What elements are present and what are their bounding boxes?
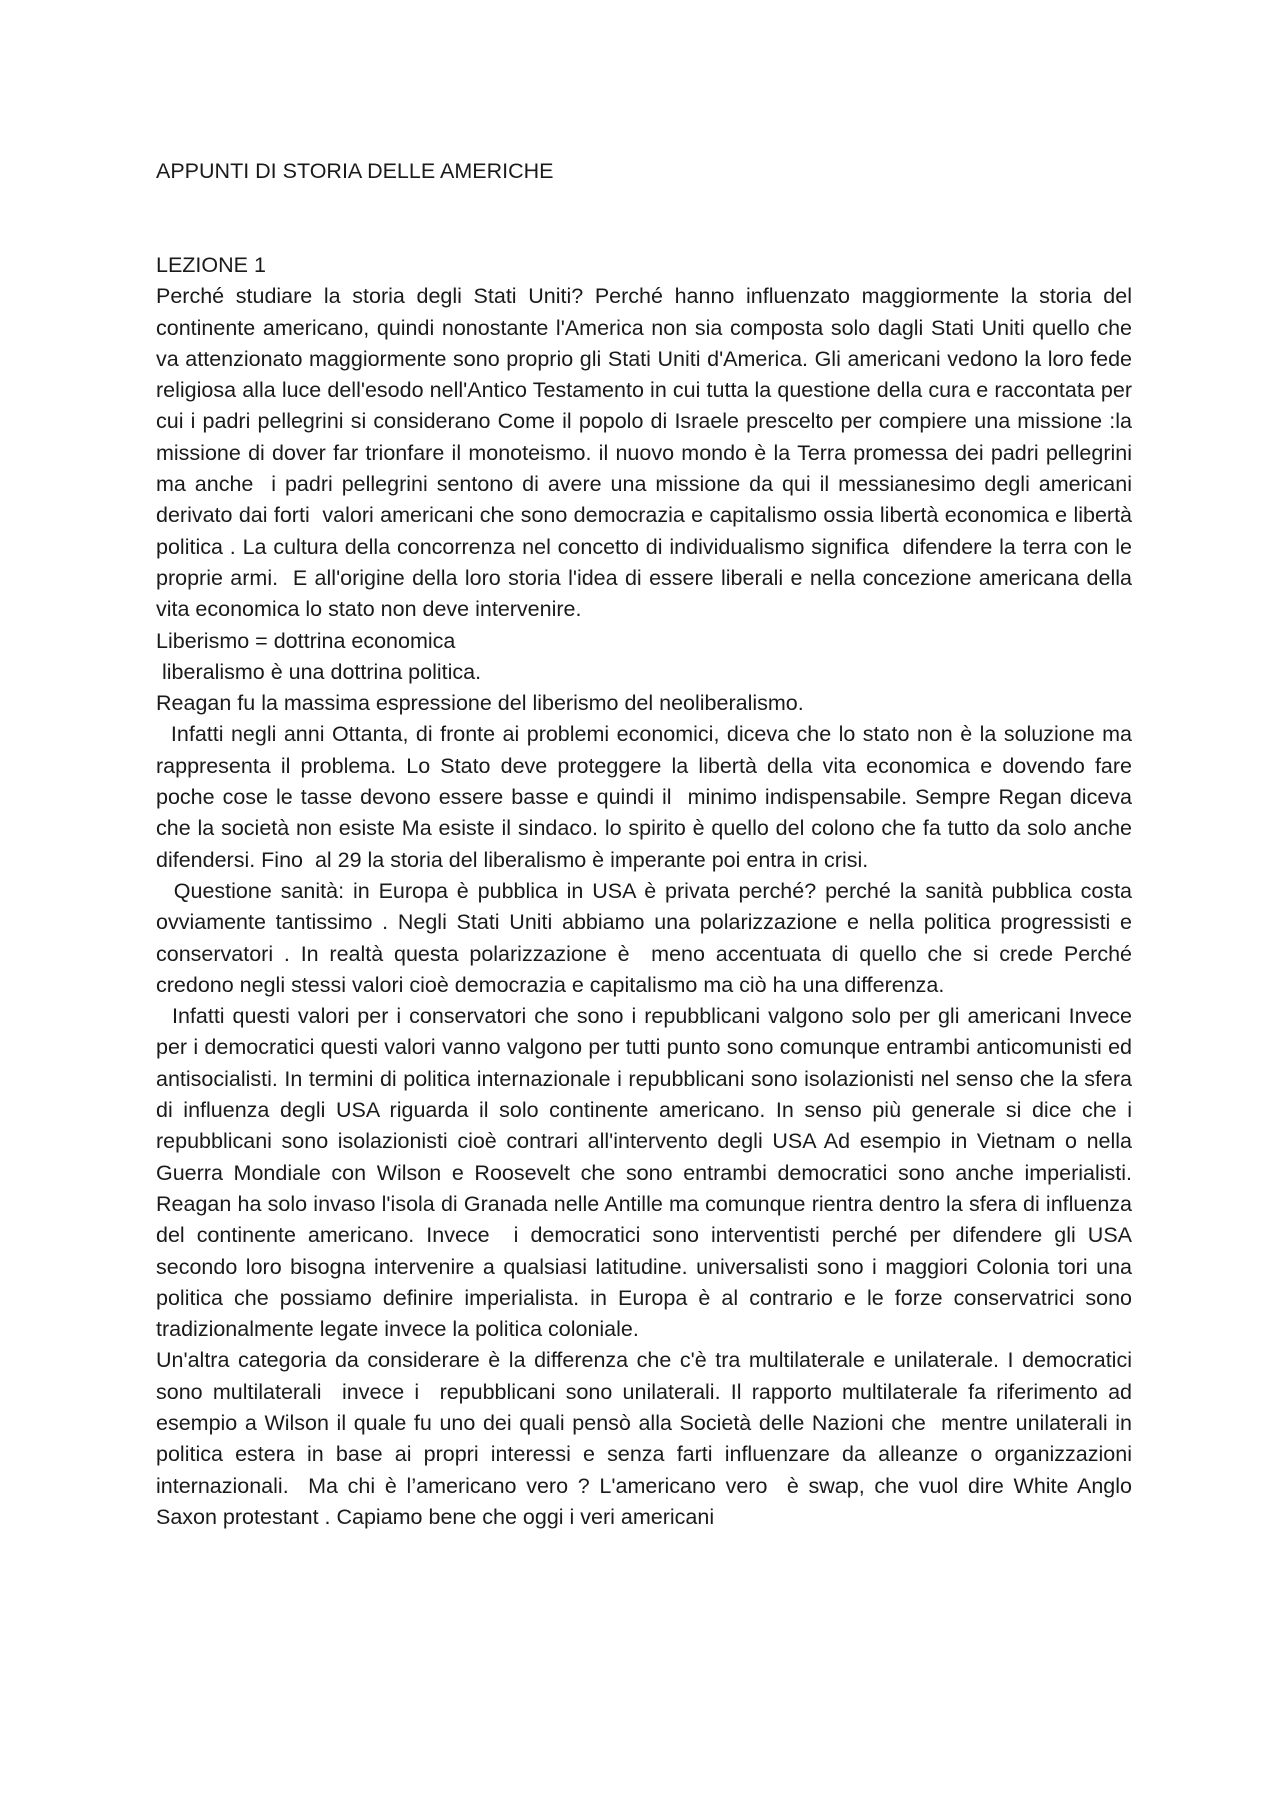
document-title: APPUNTI DI STORIA DELLE AMERICHE xyxy=(156,159,554,183)
paragraph-liberismo: Liberismo = dottrina economica xyxy=(156,628,456,653)
paragraph-liberalismo: liberalismo è una dottrina politica. xyxy=(156,659,482,684)
paragraph-reagan: Reagan fu la massima espressione del liberismo del neoliberalismo. xyxy=(156,691,804,716)
paragraph-sanita: Questione sanità: in Europa è pubblica in USA è privata perché? perché la sanità pubblica costa ovviamente tantissimo . Negli Stati Uniti abbiamo una polarizzazione e nella politica progressisti e conservatori . In realtà questa polarizzazione è meno accentuata di quello che si crede Perché credono negli stessi valori cioè democrazia e capitalismo ma ciò ha una differenza. xyxy=(156,878,1138,997)
paragraph-conservatori: Infatti questi valori per i conservatori che sono i repubblicani valgono solo per gli americani Invece per i democratici questi valori vanno valgono per tutti punto sono comunque entrambi anticomunisti ed antisocialisti. In termini di politica internazionale i repubblicani sono isolazionisti nel senso che la sfera di influenza degli USA riguarda il solo continente americano. In senso più generale si dice che i repubblicani sono isolazionisti cioè contrari all'intervento degli USA Ad esempio in Vietnam o nella Guerra Mondiale con Wilson e Roosevelt che sono entrambi democratici sono anche imperialisti. Reagan ha solo invaso l'isola di Granada nelle Antille ma comunque rientra dentro la sfera di influenza del continente americano. Invece i democratici sono interventisti perché per difendere gli USA secondo loro bisogna intervenire a qualsiasi latitudine. universalisti sono i maggiori Colonia tori una politica che possiamo definire imperialista. in Europa è al contrario e le forze conservatrici sono tradizionalmente legate invece la politica coloniale. xyxy=(156,1004,1138,1342)
lesson-heading: LEZIONE 1 xyxy=(156,253,266,277)
paragraph-anni-ottanta: Infatti negli anni Ottanta, di fronte ai problemi economici, diceva che lo stato non è la soluzione ma rappresenta il problema. Lo Stato deve proteggere la libertà della vita economica e dovendo fare poche cose le tasse devono essere basse e quindi il minimo indispensabile. Sempre Regan diceva che la società non esiste Ma esiste il sindaco. lo spirito è quello del colono che fa tutto da solo anche difendersi. Fino al 29 la storia del liberalismo è imperante poi entra in crisi. xyxy=(156,722,1138,872)
paragraph-intro: Perché studiare la storia degli Stati Uniti? Perché hanno influenzato maggiormente la storia del continente americano, quindi nonostante l'America non sia composta solo dagli Stati Uniti quello che va attenzionato maggiormente sono proprio gli Stati Uniti d'America. Gli americani vedono la loro fede religiosa alla luce dell'esodo nell'Antico Testamento in cui tutta la questione della cura e raccontata per cui i padri pellegrini si considerano Come il popolo di Israele prescelto per compiere una missione :la missione di dover far trionfare il monoteismo. il nuovo mondo è la Terra promessa dei padri pellegrini ma anche i padri pellegrini sentono di avere una missione da qui il messianesimo degli americani derivato dai forti valori americani che sono democrazia e capitalismo ossia libertà economica e libertà politica . La cultura della concorrenza nel concetto di individualismo significa difendere la terra con le proprie armi. E all'origine della loro storia l'idea di essere liberali e nella concezione americana della vita economica lo stato non deve intervenire. xyxy=(156,284,1138,622)
document-page xyxy=(156,156,1138,1533)
paragraph-multilaterale: Un'altra categoria da considerare è la differenza che c'è tra multilaterale e unilaterale. I democratici sono multilaterali invece i repubblicani sono unilaterali. Il rapporto multilaterale fa riferimento ad esempio a Wilson il quale fu uno dei quali pensò alla Società delle Nazioni che mentre unilaterali in politica estera in base ai propri interessi e senza farti influenzare da alleanze o organizzazioni internazionali. Ma chi è l’americano vero ? L'americano vero è swap, che vuol dire White Anglo Saxon protestant . Capiamo bene che oggi i veri americani xyxy=(156,1348,1138,1529)
